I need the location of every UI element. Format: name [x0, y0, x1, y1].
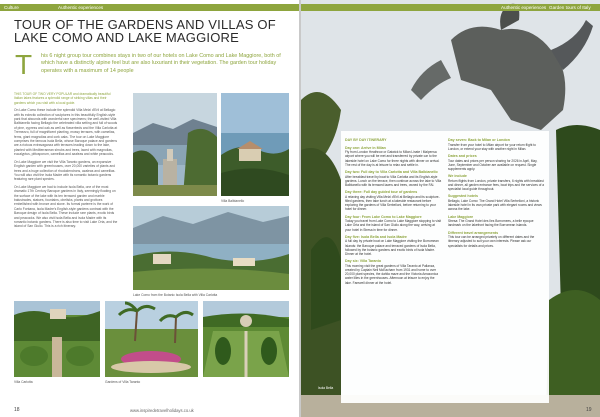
body-paragraph-2: On Lake Maggiore we visit the Villa Taranto gardens, an expansive English garden with greenhouses, over 20,000 varieties of plants and trees and a huge collection of rhododendrons, azaleas and camellias. You will also visit the Isola Madre with its romantic botanic gardens featuring rare plant species. — [14, 159, 116, 182]
right-page-number: 19 — [586, 407, 592, 413]
itinerary-heading: Day five: Isola Bella and Isola Madre — [345, 234, 407, 239]
caption-balbianello: Villa Balbianello — [221, 199, 245, 203]
title-line-2: LAKE COMO AND LAKE MAGGIORE — [14, 30, 240, 45]
itinerary-box — [341, 131, 549, 403]
itinerary-text: Return flights from London, private transfers, 6 nights with breakfast and dinner, all garden entrance fees, boat trips and the services of a specialist local guide throughout. — [448, 178, 545, 192]
right-header-tag: Authentic experiences — [501, 4, 547, 10]
body-lead: THIS TOUR OF TWO VERY POPULAR and dramatically beautiful Italian lakes features a splendid range of striking villas and their gardens which you visit with a local guide. — [14, 92, 111, 105]
itinerary-heading: Day six: Villa Taranto — [345, 259, 382, 264]
itinerary-text: A relaxing day visiting Villa Melzi d'Eril at Bellagio and its sculpture-filled gardens, then take lunch at a lakeside restaurant before exploring the gardens of Villa Serbelloni, before returning to your hotel for dinner. — [345, 194, 440, 212]
itinerary-column-left — [345, 135, 442, 285]
itinerary-heading: We include — [448, 174, 467, 179]
right-header-section: Garden tours of Italy — [549, 4, 591, 10]
photo-villa-balbianello — [221, 93, 289, 196]
itinerary-text: This tour can be arranged privately on different dates and the itinerary adjusted to suit your own interests. Please ask our specialists for details and prices. — [448, 235, 535, 248]
left-header-bar — [0, 4, 299, 11]
caption-lake-como: Lake Como from the Botanic Isola Bella with Villa Carlotta — [133, 293, 218, 297]
left-page-number: 18 — [14, 407, 20, 413]
itinerary-text: Transfer from your hotel to Milan airport for your return flight to London, or extend your stay with another night in Milan. — [448, 142, 536, 151]
intro-text: his 6 night group tour combines stays in two of our hotels on Lake Como and Lake Maggiore, both of which have a distinctly alpine feel but are also luxuriant in their vegetation. The garden tour holiday operates with a maximum of 14 people — [41, 53, 281, 74]
body-paragraph-1: On Lake Como these include the splendid Villa Melzi d'Eril at Bellagio with its eclectic collection of sculptures in this beautifully English-style park that abounds with wonderful rare specimens; the well-visited Villa Balbianello facing Bellagio the celebrated villa setting and full of woods of pine, cypress and oak as well as flowerbeds and the Villa Carlotta at Tremezzo, full of magnificent planting, mossy terraces, with camelias, ferns, giant magnolias and cork oaks. The tour on Lake Maggiore comprises the famous Isola Bella, whose Baroque palace and gardens are a riotous extravaganza with terraces leading down to the lake, planted with Mediterranean shrubs and trees, laced with magnolias, eucalyptus, pittosporum, camellias and azaleas and white peacocks. — [14, 108, 118, 157]
itinerary-text: Today you travel from Lake Como to Lake Maggiore stopping to visit Lake Orta and the island of San Giulio along the way, arriving at your hotel in Stresa in time for dinner. — [345, 219, 442, 232]
photo-lake-como — [133, 206, 289, 290]
title-line-1: TOUR OF THE GARDENS AND VILLAS OF — [14, 17, 276, 32]
itinerary-text: Stresa: The Grand Hotel des Iles Borromees, a belle epoque landmark on the lakefront facing the Borromean Islands. — [448, 219, 534, 228]
caption-isola-bella: Isola Bella — [318, 386, 334, 390]
itinerary-text: A full day by private boat on Lake Maggiore visiting the Borromean Islands: the Baroque palace and terraced gardens of Isola Bella, followed by the botanic gardens and exotic birds of Isola Madre. Dinner at the hotel. — [345, 239, 439, 257]
itinerary-heading: Day one: Arrive in Milan — [345, 145, 386, 150]
website-url[interactable]: www.inspiredetravelholidays.co.uk — [130, 408, 194, 413]
itinerary-heading: Day two: Full day to Villa Carlotta and Villa Balbianello — [345, 170, 438, 174]
body-paragraph-3: On Lake Maggiore we had to include Isola Bella, one of the most dramatic 17th Century Baroque gardens in Italy, seemingly floating on the surface of the lake with its ten terraced garden and marble balustrades, statues, fountains, obelisks, plants and grottoes embellished with bronze and stone. Its formal parterre is the work of Carlo Fontana, Isola Madre's English-style gardens contrast with the Baroque design of Isola Bella. These include rare plants, exotic birds and peacocks. We also visit Isola Bella and Isola Madre with its romantic botanic gardens. There is also time to visit Lake Orta, and the island of San Giulio. This is a rich itinerary. — [14, 184, 118, 229]
right-header-bar — [301, 4, 600, 11]
photo-villa-melzi — [133, 93, 217, 196]
itinerary-text: After breakfast travel by boat to Villa Carlotta and its English-style gardens. Lunch on the terrace, then continue across the lake to Villa Balbianello with its terraced lawns and trees, owned by the FAI. — [345, 174, 442, 187]
body-column — [14, 92, 118, 229]
itinerary-heading: DAY BY DAY ITINERARY — [345, 138, 387, 142]
itinerary-heading: Different travel arrangements — [448, 230, 499, 235]
itinerary-text: Tour dates and prices per person sharing for 2026 in April, May, June, September and October are available on request. Single supplements apply. — [448, 158, 538, 171]
dropcap: T — [15, 49, 33, 80]
itinerary-text: Fly from London Heathrow or Gatwick to Milan Linate / Malpensa airport where you will be met and transferred by private car to the lakeside hotel on Lake Como for three nights with dinner on arrival. The rest of the day is at leisure to relax and settle in. — [345, 150, 440, 167]
photo-villa-carlotta — [14, 301, 100, 377]
photo-gardens-palms — [105, 301, 198, 377]
caption-carlotta: Villa Carlotta — [14, 380, 33, 384]
itinerary-text: Bellagio, Lake Como: The Grand Hotel Villa Serbelloni, a historic lakeside hotel in its own private park with elegant rooms and views across the lake. — [448, 199, 542, 212]
itinerary-column-right — [448, 135, 545, 248]
page-title — [14, 18, 284, 44]
caption-gardens: Gardens of Villa Taranto — [105, 380, 141, 384]
itinerary-heading: Day three: Full day guided tour of gardens — [345, 190, 418, 195]
itinerary-heading: Suggested hotels — [448, 194, 478, 199]
left-page — [0, 0, 299, 417]
itinerary-heading: Dates and prices — [448, 154, 477, 158]
itinerary-heading: Day seven: Back to Milan or London — [448, 138, 510, 142]
header-section: Culture — [4, 4, 19, 10]
photo-villa-taranto — [203, 301, 289, 377]
itinerary-text: This morning visit the great gardens of Villa Taranto at Pallanza, created by Captain Neil McEacharn from 1931 and home to over 20,000 plant species, the dahlia maze and the Victoria Amazonica water lilies in the greenhouses. Afternoon at leisure to enjoy the lake. Farewell dinner at the hotel. — [345, 263, 438, 285]
itinerary-heading: Day four: From Lake Como to Lake Maggiore — [345, 214, 422, 219]
header-tag: Authentic experiences — [58, 4, 104, 10]
itinerary-heading: Lake Maggiore — [448, 214, 474, 219]
